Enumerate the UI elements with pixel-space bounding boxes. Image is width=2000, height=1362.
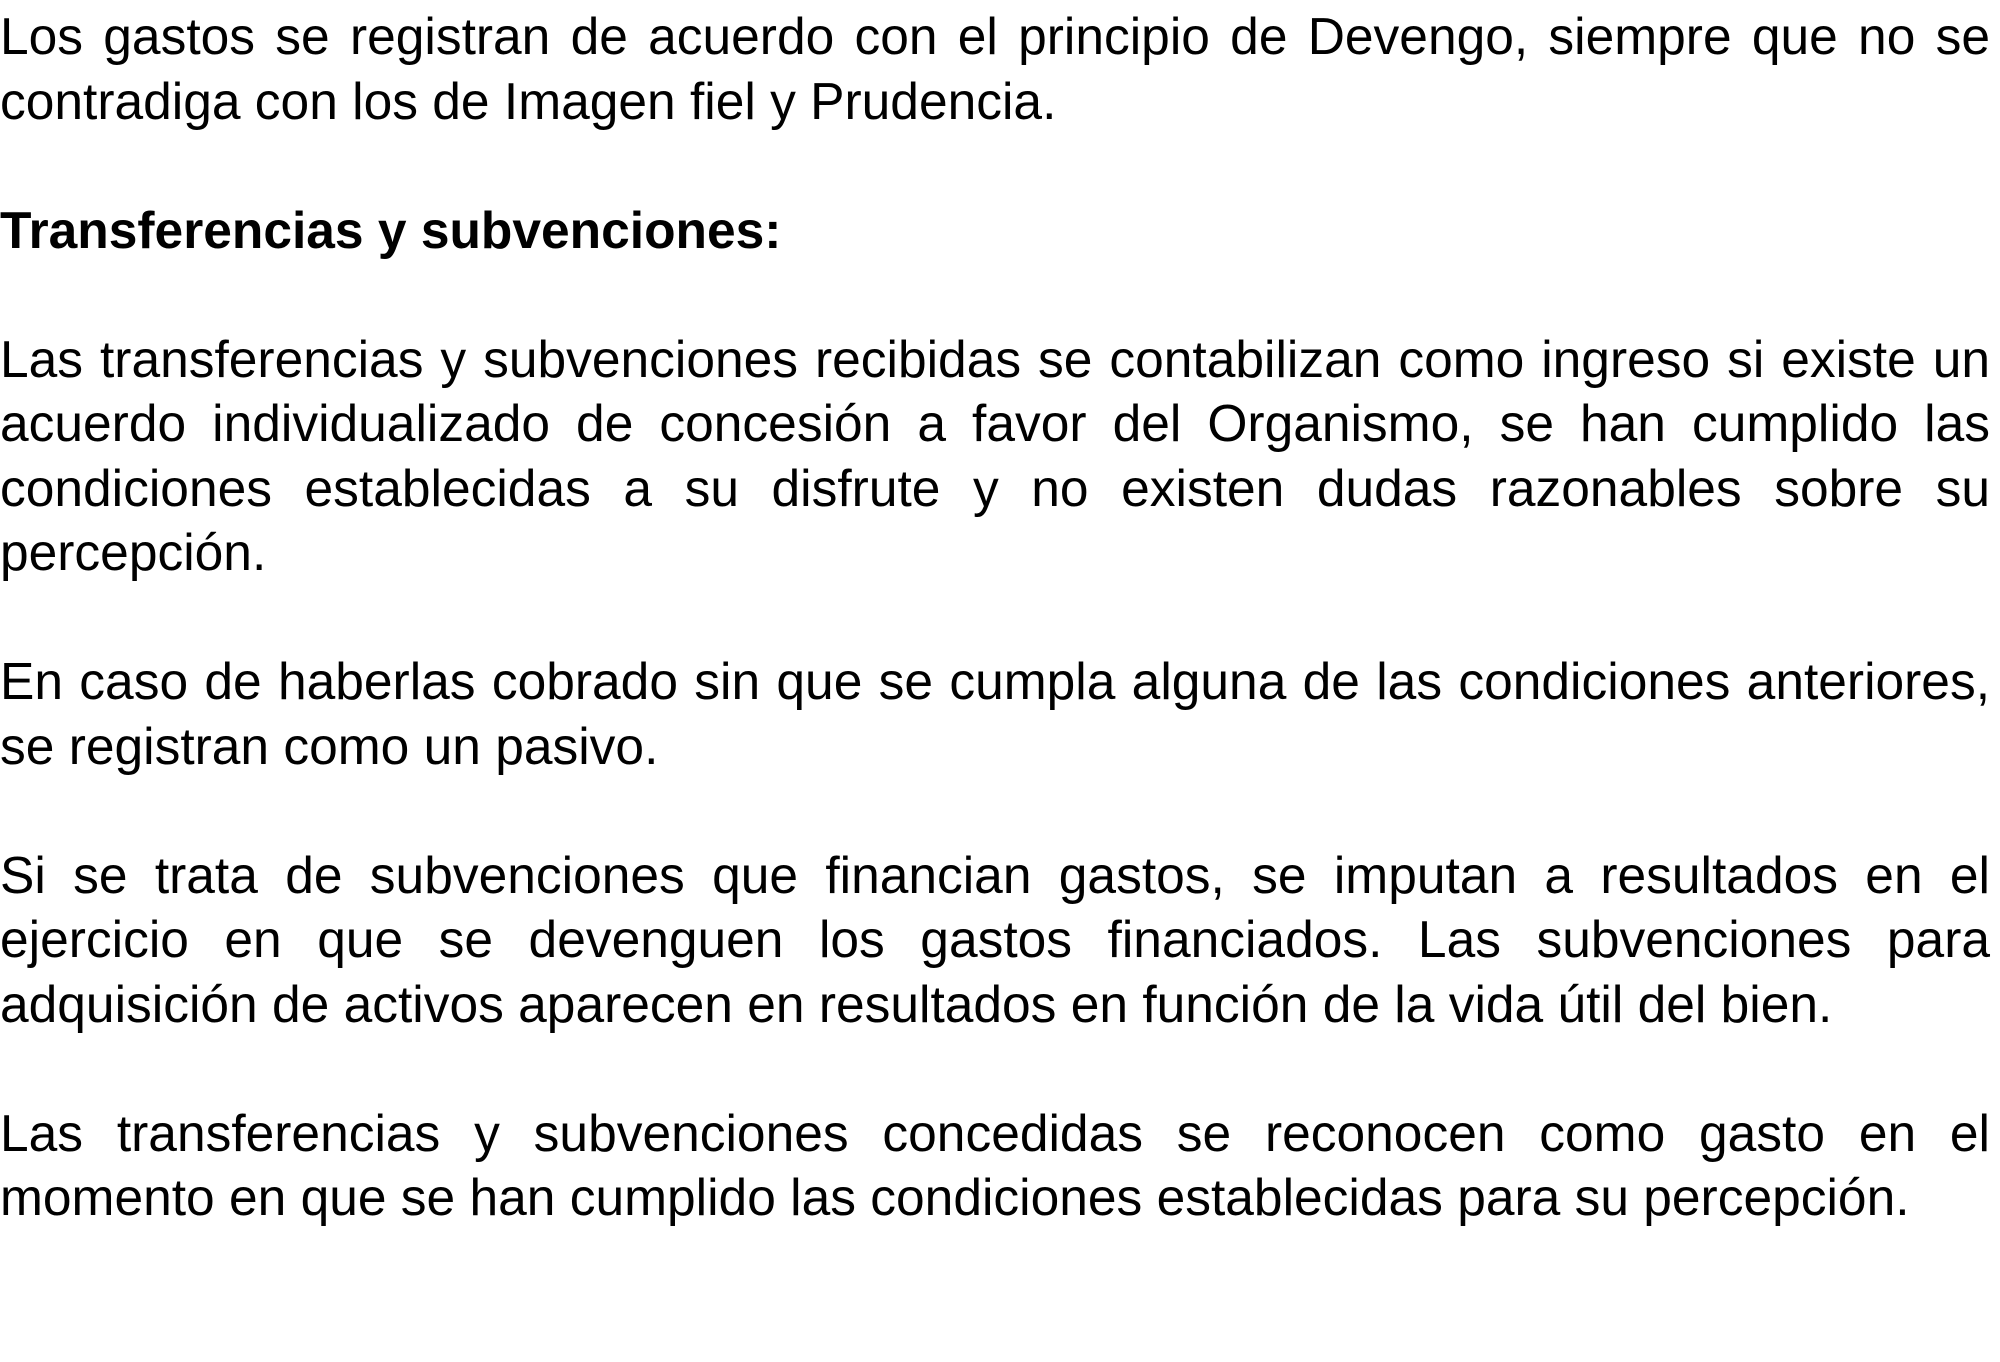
paragraph-granted-subsidies: Las transferencias y subvenciones concedidas se reconocen como gasto en el momento en que se han cumplido las condiciones establecidas para su percepción. [0,1103,1990,1226]
intro-paragraph: Los gastos se registran de acuerdo con el principio de Devengo, siempre que no se contradiga con los de Imagen fiel y Prudencia. [0,7,1990,130]
paragraph-received-subsidies: Las transferencias y subvenciones recibidas se contabilizan como ingreso si existe un acuerdo individualizado de concesión a favor del Organismo, se han cumplido las condiciones establecidas a su disfrute y no existen dudas razonables sobre su percepción. [0,329,1990,581]
paragraph-liability: En caso de haberlas cobrado sin que se cumpla alguna de las condiciones anteriores, se registran como un pasivo. [0,652,1990,775]
paragraph-expense-subsidies: Si se trata de subvenciones que financian gastos, se imputan a resultados en el ejercicio en que se devenguen los gastos financiados. Las subvenciones para adquisición de activos aparecen en resultados en función de la vida útil del bien. [0,845,1990,1033]
document-body [0,4,1990,1294]
section-heading: Transferencias y subvenciones: [0,200,782,259]
